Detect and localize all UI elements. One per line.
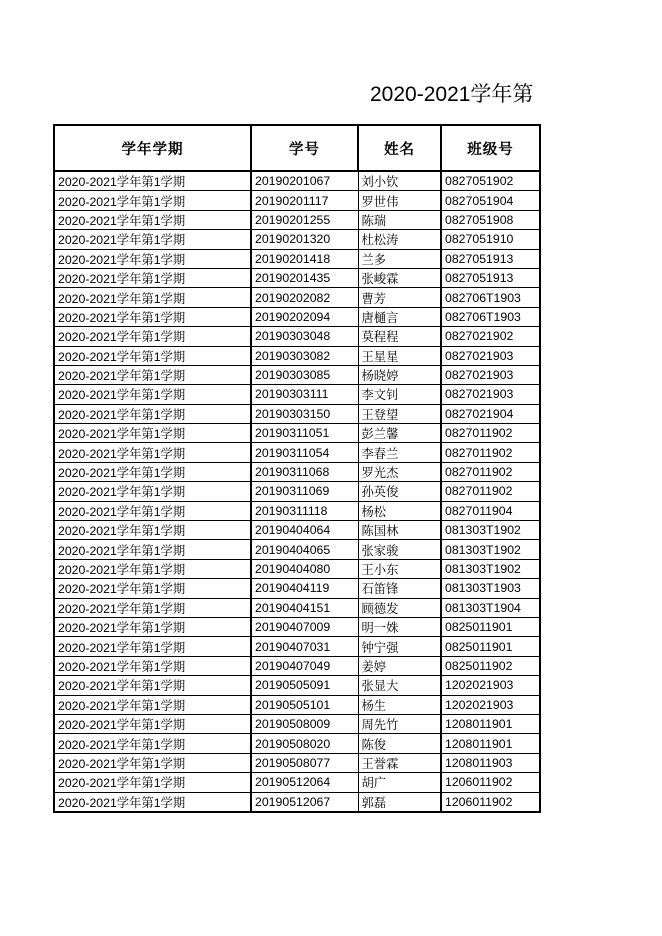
cell-id: 20190505101 [251,695,358,714]
table-row [54,482,540,501]
cell-term: 2020-2021学年第1学期 [54,792,251,812]
cell-name: 刘小钦 [358,171,441,191]
table-row [54,365,540,384]
cell-id: 20190201117 [251,191,358,210]
cell-class: 0827021903 [441,385,540,404]
table-row [54,521,540,540]
cell-name: 石笛锋 [358,579,441,598]
cell-name: 明一姝 [358,617,441,636]
cell-term: 2020-2021学年第1学期 [54,598,251,617]
cell-name: 王星星 [358,346,441,365]
cell-name: 张家骏 [358,540,441,559]
cell-term: 2020-2021学年第1学期 [54,249,251,268]
cell-name: 罗世伟 [358,191,441,210]
cell-term: 2020-2021学年第1学期 [54,637,251,656]
cell-term: 2020-2021学年第1学期 [54,773,251,792]
table-row [54,424,540,443]
cell-name: 唐樋言 [358,307,441,326]
cell-id: 20190311069 [251,482,358,501]
cell-id: 20190303111 [251,385,358,404]
cell-id: 20190201067 [251,171,358,191]
cell-term: 2020-2021学年第1学期 [54,210,251,229]
table-row [54,656,540,675]
table-row [54,385,540,404]
cell-id: 20190311068 [251,462,358,481]
table-header-row [54,125,540,171]
cell-class: 0827011902 [441,443,540,462]
cell-name: 王小东 [358,559,441,578]
column-header-term: 学年学期 [54,125,251,171]
cell-id: 20190201255 [251,210,358,229]
cell-term: 2020-2021学年第1学期 [54,346,251,365]
cell-term: 2020-2021学年第1学期 [54,540,251,559]
table-row [54,579,540,598]
cell-id: 20190404064 [251,521,358,540]
cell-class: 0827021904 [441,404,540,423]
cell-class: 082706T1903 [441,307,540,326]
table-row [54,288,540,307]
cell-name: 顾德发 [358,598,441,617]
cell-id: 20190303082 [251,346,358,365]
sheet-title-region [53,78,540,116]
page-title: 2020-2021学年第 [370,83,534,106]
cell-id: 20190311054 [251,443,358,462]
cell-name: 陈俊 [358,734,441,753]
table-row [54,559,540,578]
cell-term: 2020-2021学年第1学期 [54,191,251,210]
cell-id: 20190512067 [251,792,358,812]
cell-id: 20190201435 [251,268,358,287]
cell-class: 0827051902 [441,171,540,191]
table-row [54,617,540,636]
table-row [54,191,540,210]
column-header-name: 姓名 [358,125,441,171]
cell-term: 2020-2021学年第1学期 [54,482,251,501]
cell-id: 20190404065 [251,540,358,559]
cell-name: 彭兰馨 [358,424,441,443]
cell-id: 20190508009 [251,714,358,733]
cell-term: 2020-2021学年第1学期 [54,171,251,191]
cell-term: 2020-2021学年第1学期 [54,753,251,772]
cell-term: 2020-2021学年第1学期 [54,501,251,520]
cell-id: 20190303150 [251,404,358,423]
cell-class: 0827021903 [441,365,540,384]
cell-name: 姜婷 [358,656,441,675]
cell-class: 0827021902 [441,327,540,346]
cell-name: 罗光杰 [358,462,441,481]
cell-term: 2020-2021学年第1学期 [54,656,251,675]
cell-class: 0827021903 [441,346,540,365]
cell-class: 081303T1902 [441,540,540,559]
cell-term: 2020-2021学年第1学期 [54,404,251,423]
table-row [54,792,540,812]
column-header-class: 班级号 [441,125,540,171]
table-row [54,753,540,772]
cell-class: 1206011902 [441,773,540,792]
cell-term: 2020-2021学年第1学期 [54,365,251,384]
cell-name: 陈国林 [358,521,441,540]
cell-name: 李春兰 [358,443,441,462]
cell-id: 20190407009 [251,617,358,636]
cell-id: 20190202094 [251,307,358,326]
cell-term: 2020-2021学年第1学期 [54,424,251,443]
cell-term: 2020-2021学年第1学期 [54,230,251,249]
cell-class: 0827011904 [441,501,540,520]
cell-id: 20190505091 [251,676,358,695]
cell-term: 2020-2021学年第1学期 [54,443,251,462]
table-row [54,268,540,287]
cell-id: 20190508020 [251,734,358,753]
cell-id: 20190311051 [251,424,358,443]
cell-term: 2020-2021学年第1学期 [54,695,251,714]
cell-name: 孙英俊 [358,482,441,501]
cell-class: 1206011902 [441,792,540,812]
cell-class: 081303T1904 [441,598,540,617]
table-row [54,327,540,346]
cell-term: 2020-2021学年第1学期 [54,521,251,540]
cell-term: 2020-2021学年第1学期 [54,268,251,287]
cell-term: 2020-2021学年第1学期 [54,579,251,598]
cell-term: 2020-2021学年第1学期 [54,559,251,578]
cell-class: 0825011902 [441,656,540,675]
cell-id: 20190407031 [251,637,358,656]
cell-class: 0827011902 [441,462,540,481]
cell-id: 20190201418 [251,249,358,268]
cell-class: 082706T1903 [441,288,540,307]
table-row [54,230,540,249]
table-row [54,462,540,481]
cell-name: 兰多 [358,249,441,268]
cell-id: 20190202082 [251,288,358,307]
column-header-id: 学号 [251,125,358,171]
cell-name: 王誉霖 [358,753,441,772]
cell-class: 0825011901 [441,617,540,636]
cell-term: 2020-2021学年第1学期 [54,385,251,404]
cell-id: 20190311118 [251,501,358,520]
cell-class: 0827051908 [441,210,540,229]
cell-term: 2020-2021学年第1学期 [54,676,251,695]
table-row [54,598,540,617]
cell-id: 20190404151 [251,598,358,617]
cell-class: 081303T1903 [441,579,540,598]
table-row [54,695,540,714]
cell-term: 2020-2021学年第1学期 [54,714,251,733]
table-row [54,249,540,268]
table-row [54,404,540,423]
table-row [54,676,540,695]
cell-name: 周先竹 [358,714,441,733]
cell-class: 081303T1902 [441,559,540,578]
cell-name: 郭磊 [358,792,441,812]
cell-name: 杨松 [358,501,441,520]
cell-class: 1208011901 [441,734,540,753]
cell-term: 2020-2021学年第1学期 [54,734,251,753]
cell-id: 20190404080 [251,559,358,578]
cell-class: 0827051913 [441,268,540,287]
cell-class: 081303T1902 [441,521,540,540]
cell-name: 王登望 [358,404,441,423]
cell-name: 钟宁强 [358,637,441,656]
cell-id: 20190303048 [251,327,358,346]
cell-class: 1202021903 [441,676,540,695]
table-row [54,501,540,520]
table-body [54,171,540,812]
cell-class: 0827051904 [441,191,540,210]
cell-class: 0827051913 [441,249,540,268]
cell-id: 20190508077 [251,753,358,772]
cell-name: 曹芳 [358,288,441,307]
cell-id: 20190201320 [251,230,358,249]
cell-name: 杨生 [358,695,441,714]
cell-class: 0827011902 [441,482,540,501]
table-row [54,773,540,792]
cell-class: 1202021903 [441,695,540,714]
table-row [54,346,540,365]
cell-name: 莫程程 [358,327,441,346]
table-row [54,734,540,753]
cell-class: 1208011903 [441,753,540,772]
table-row [54,637,540,656]
table-row [54,540,540,559]
cell-name: 陈瑞 [358,210,441,229]
cell-id: 20190303085 [251,365,358,384]
cell-name: 胡广 [358,773,441,792]
cell-name: 张显大 [358,676,441,695]
table-row [54,210,540,229]
table-row [54,307,540,326]
cell-term: 2020-2021学年第1学期 [54,617,251,636]
cell-id: 20190512064 [251,773,358,792]
cell-name: 杨晓婷 [358,365,441,384]
table-header [54,125,540,171]
table-row [54,443,540,462]
cell-name: 张峻霖 [358,268,441,287]
table-row [54,171,540,191]
cell-class: 0825011901 [441,637,540,656]
cell-term: 2020-2021学年第1学期 [54,288,251,307]
cell-class: 1208011901 [441,714,540,733]
cell-name: 李文钊 [358,385,441,404]
table-row [54,714,540,733]
student-roster-table [53,124,541,813]
cell-id: 20190407049 [251,656,358,675]
cell-name: 杜松涛 [358,230,441,249]
cell-id: 20190404119 [251,579,358,598]
cell-term: 2020-2021学年第1学期 [54,307,251,326]
cell-term: 2020-2021学年第1学期 [54,327,251,346]
cell-class: 0827011902 [441,424,540,443]
cell-class: 0827051910 [441,230,540,249]
cell-term: 2020-2021学年第1学期 [54,462,251,481]
